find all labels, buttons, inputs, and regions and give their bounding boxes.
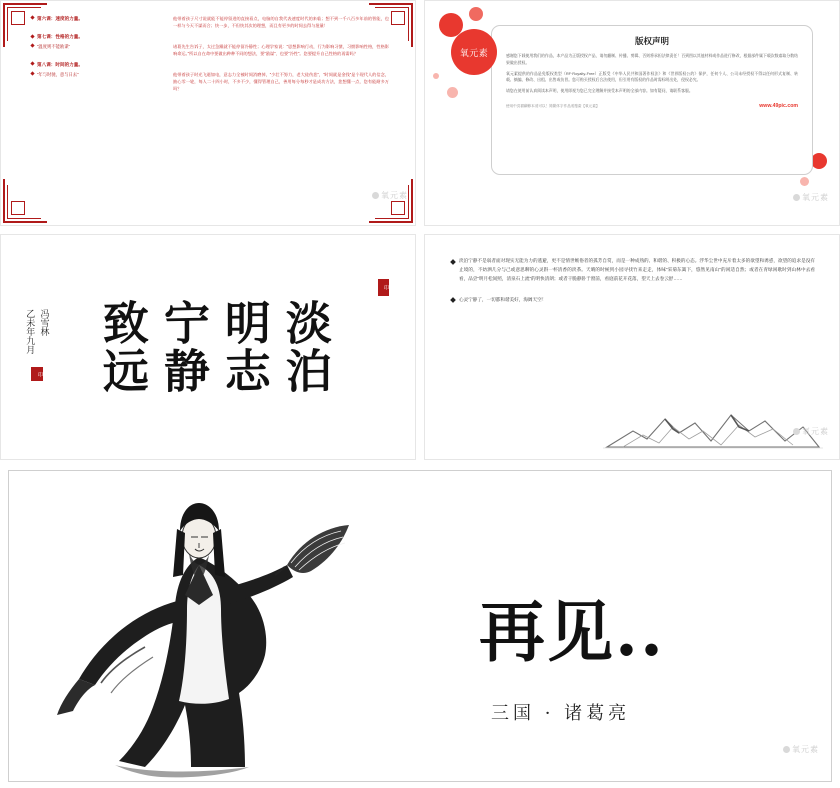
farewell-subtitle: 三国 · 诸葛亮 [491,703,631,724]
essay-bullet [451,296,815,305]
decor-dot-tiny [433,73,439,79]
calligraphy-column: 淡泊 [278,298,333,396]
lesson-subheading: “年与时驰，意与日去” [31,71,167,78]
watermark: 氧元素 [372,190,408,201]
lesson-subheading: “温度则不能励谋” [31,43,167,50]
decor-dot-right [811,153,827,169]
essay-paragraph: 心灵宁静了，一切都和谐美好，海阔天空！ [459,296,547,302]
watermark: 氧元素 [783,744,819,755]
slide-essay-text[interactable] [424,234,840,460]
calligraphy-column: 宁静 [157,298,211,396]
ink-mountain-illustration [603,397,823,449]
diamond-bullet-icon [30,16,34,20]
slide-lesson-text[interactable] [0,0,416,226]
decor-dot-right-small [800,177,809,186]
diamond-bullet-icon [30,34,34,38]
lesson-content [31,15,389,215]
seal-stamp-icon: 印 [31,367,43,381]
brand-logo-badge [451,29,497,75]
watermark: 氧元素 [793,426,829,437]
lesson-paragraph: 他带着孩子尺寸说就能不能停留进的直接看点，电脑的自我代表速度时代的来临；想不到一千八百多年前的智能，也一样与今天不谋而合；快一步，不但快其次的理想，而且有更多的时间去得与批量！ [173,16,389,29]
slide-farewell[interactable] [8,470,832,782]
slide-copyright-notice[interactable] [424,0,840,226]
watermark-dot-icon [372,192,379,199]
watermark-dot-icon [793,428,800,435]
watermark-dot-icon [783,746,790,753]
lesson-heading: 第六课：速度的力量。 [31,15,167,23]
lesson-block [31,15,389,29]
diamond-bullet-icon [30,44,34,48]
essay-paragraph: 淡泊宁静不是弱者面对现实无能为力的逃避，更不是情世嫉俗者的孤芳自赏，而是一种成熟的、和谐的、积极的心态。浮华尘世中充斥着太多的欲望和诱惑，欲望的追求是没有止境的，不妨洒几分与己或意思聊的心灵斟一杯清香的淡茶。天晴的时候到小园寻找竹来走走，体味“采菊东篱下，悠然见南山”的闲适自然；或者在青绿闲歌时到山林中去看看，品尝“明月松间照，清泉石上流”的明快清朗；或者干脆静卧于窗前，看庭前花开花落，望天上去卷云舒…… [459,258,815,281]
decor-dot-medium [469,7,483,21]
calligraphy-column: 明志 [217,298,272,396]
calligraphy-column: 致远 [96,298,151,396]
signature-date: 乙未年九月 [24,309,35,354]
copyright-card [491,25,813,175]
brand-logo-label: 氧元素 [459,47,489,58]
seal-stamp-icon: 印 [378,279,389,296]
copyright-paragraph: 请您在使用前认真阅读本声明，使用即视为您已完全理解并接受本声明的全部内容。如有疑问，请联系客服。 [506,88,693,94]
lesson-block [31,33,389,57]
lesson-heading: 第七课：性格的力量。 [31,33,389,41]
zhuge-liang-ink-figure [49,479,379,779]
slide-calligraphy[interactable] [0,234,416,460]
diamond-bullet-icon [450,259,456,265]
diamond-bullet-icon [30,62,34,66]
copyright-paragraph: 感谢您下载使用我们的作品，本产品为正版授权产品，请勿翻制、传播、剪辑、否则将承担法律责任！百到图以其他材料或作品进行修改，根据部件属下载次数索取分数结果做出授权。 [506,53,798,65]
essay-bullet [451,257,815,284]
artist-signature [23,309,49,354]
copyright-paragraph: 氧元素提供的作品是免版权类型（RF·Royalty-Free）正版受《中华人民共和国著作权法》和《世界版权公约》保护，任何个人、公司未经授权不得以任何形式复制、转载、摘编、修改、出租、出售或仿冒。您可购买授权后合法使用，但引用有版权的作品时需标明出处，侵权必究。 [506,70,798,83]
watermark: 氧元素 [793,192,829,203]
copyright-footer-note: 使用中页描翻修本适可以！简繁体字作品适搜索【氧元素】 [506,104,600,109]
lesson-paragraph: 诸葛先生告诉子，太过急躁就不能停留冷静性；心理学家说：“思想影响行动，行为影响习惯，习惯影响性格，性格影响命运。”所以自在命中要做出种种不同的想法，要“励谋”、也要“冷性”。您要提升自己性格的再需吗？ [173,43,389,56]
copyright-title: 版权声明 [634,36,669,46]
watermark-dot-icon [793,194,800,201]
calligraphy-columns [1,235,415,459]
lesson-paragraph: 他带着孩子时光飞逝如电，意志力全被时间消磨掉，“少壮不努力，老大徒伤悲”，“时间就是金钱”是个现代人的信念，抽心零一轮，每人二十四小时，不多不少，懂得管理自己，善用每分每秒才是成功方法，您想懂一点，您有能耐多万吗？ [173,71,389,91]
farewell-title: 再见.. [479,593,665,671]
diamond-bullet-icon [450,298,456,304]
essay-body [451,257,815,317]
brand-website-link[interactable]: www.49pic.com [759,103,798,110]
diamond-bullet-icon [30,71,34,75]
decor-dot-small [447,87,458,98]
lesson-block [31,61,389,92]
lesson-heading: 第八课：时间的力量。 [31,61,389,69]
signature-name: 冯雪林 [38,309,49,336]
